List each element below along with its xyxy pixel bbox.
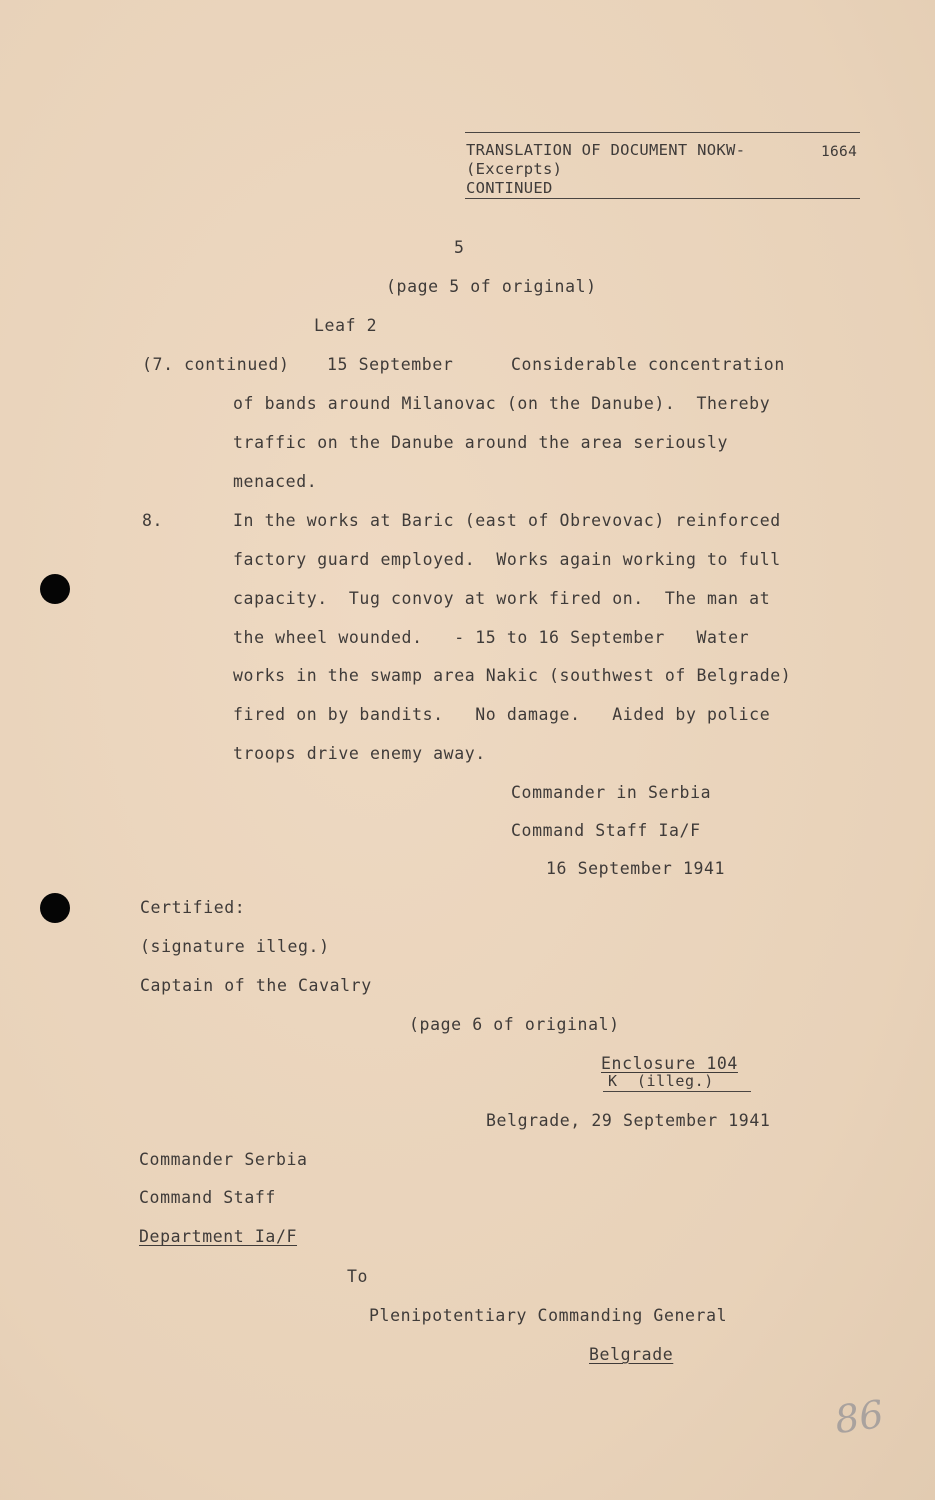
page-number: 5 bbox=[454, 238, 465, 257]
signature-staff: Command Staff Ia/F bbox=[511, 821, 701, 840]
item8-line: works in the swamp area Nakic (southwest of Belgrade) bbox=[233, 666, 792, 685]
header-excerpts: (Excerpts) bbox=[466, 160, 563, 178]
item7-label: (7. continued) bbox=[142, 355, 290, 374]
item8-line: factory guard employed. Works again working to full bbox=[233, 550, 781, 569]
signature-date: 16 September 1941 bbox=[546, 859, 726, 878]
item8-label: 8. bbox=[142, 511, 164, 530]
item7-line: Considerable concentration bbox=[511, 355, 785, 374]
certified-label: Certified: bbox=[140, 898, 246, 917]
page-note-6: (page 6 of original) bbox=[409, 1015, 620, 1034]
header-top-rule bbox=[465, 132, 860, 133]
sender-commander: Commander Serbia bbox=[139, 1150, 308, 1169]
leaf-label: Leaf 2 bbox=[314, 316, 378, 335]
to-label: To bbox=[347, 1267, 369, 1286]
enclosure-sub: K (illeg.) bbox=[608, 1072, 714, 1090]
certified-signature: (signature illeg.) bbox=[140, 937, 330, 956]
enclosure-rule bbox=[603, 1091, 751, 1092]
pencil-page-number: 86 bbox=[832, 1391, 887, 1443]
recipient-title: Plenipotentiary Commanding General bbox=[369, 1306, 728, 1325]
header-continued: CONTINUED bbox=[466, 179, 553, 197]
item8-line: troops drive enemy away. bbox=[233, 744, 486, 763]
sender-staff: Command Staff bbox=[139, 1188, 276, 1207]
item7-line: of bands around Milanovac (on the Danube). Thereby bbox=[233, 394, 771, 413]
item8-line: the wheel wounded. - 15 to 16 September Water bbox=[233, 628, 750, 647]
document-number: 1664 bbox=[821, 144, 858, 160]
sender-department: Department Ia/F bbox=[139, 1227, 298, 1246]
item8-line: fired on by bandits. No damage. Aided by police bbox=[233, 705, 771, 724]
enclosure-label: Enclosure 104 bbox=[601, 1054, 738, 1073]
recipient-city: Belgrade bbox=[589, 1345, 674, 1364]
punch-hole bbox=[40, 574, 70, 604]
place-date: Belgrade, 29 September 1941 bbox=[486, 1111, 771, 1130]
signature-commander: Commander in Serbia bbox=[511, 783, 712, 802]
certified-rank: Captain of the Cavalry bbox=[140, 976, 372, 995]
item8-line: capacity. Tug convoy at work fired on. The man at bbox=[233, 589, 771, 608]
item7-date: 15 September bbox=[327, 355, 454, 374]
header-title: TRANSLATION OF DOCUMENT NOKW- bbox=[466, 141, 746, 159]
page-note-5: (page 5 of original) bbox=[386, 277, 597, 296]
item7-line: menaced. bbox=[233, 472, 318, 491]
punch-hole bbox=[40, 893, 70, 923]
item7-line: traffic on the Danube around the area seriously bbox=[233, 433, 729, 452]
item8-line: In the works at Baric (east of Obrevovac) reinforced bbox=[233, 511, 781, 530]
header-bottom-rule bbox=[465, 198, 860, 199]
